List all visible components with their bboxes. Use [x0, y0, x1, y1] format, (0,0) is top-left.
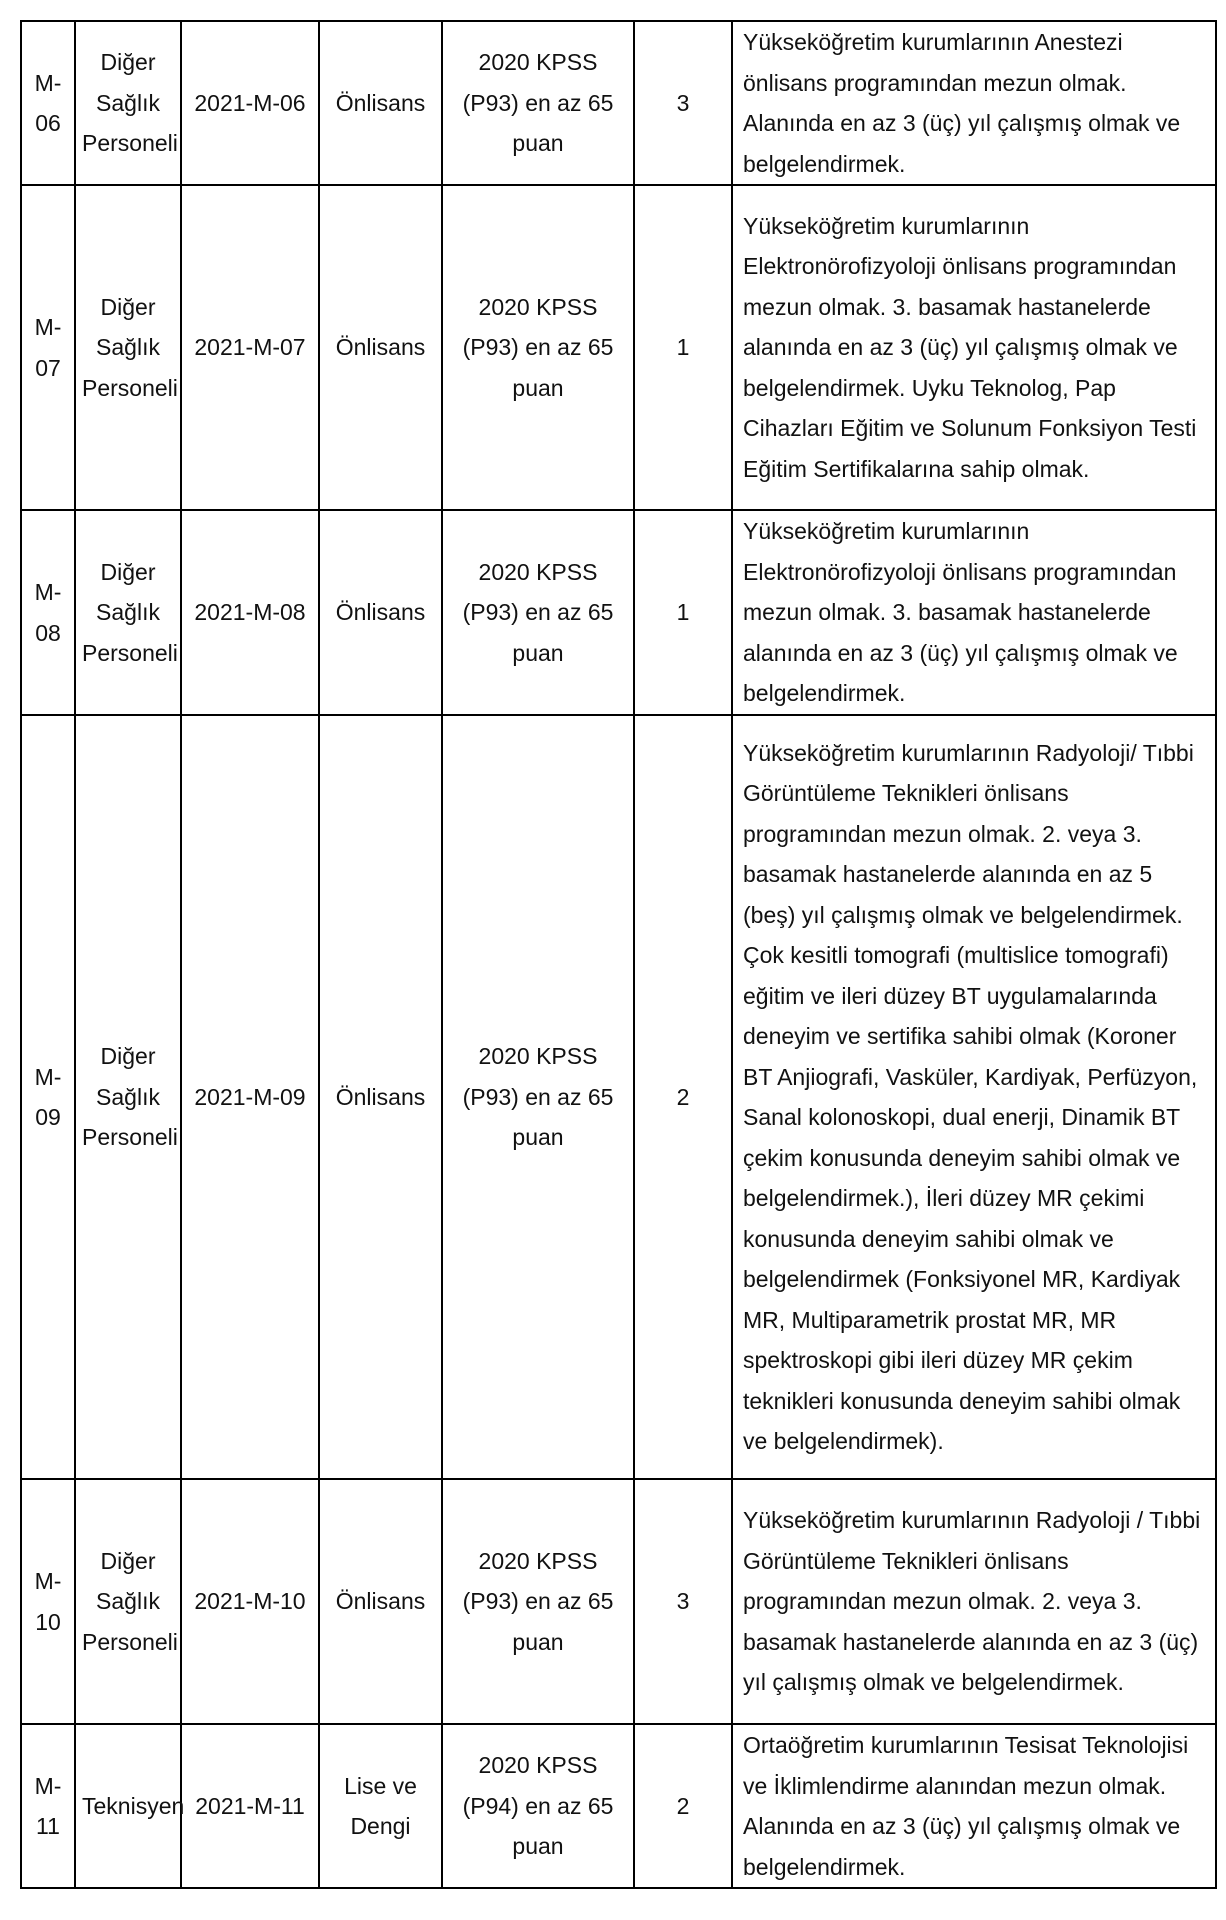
- education-cell: Önlisans: [319, 1479, 442, 1724]
- code-cell: M-11: [21, 1724, 75, 1888]
- education-cell: Önlisans: [319, 185, 442, 510]
- title-cell: Diğer Sağlık Personeli: [75, 185, 181, 510]
- position-code-cell: 2021-M-09: [181, 715, 319, 1479]
- requirements-cell: Yükseköğretim kurumlarının Elektronörofizyoloji önlisans programından mezun olmak. 3. basamak hastanelerde alanında en az 3 (üç) yıl çalışmış olmak ve belgelendirmek.: [732, 510, 1216, 715]
- count-cell: 1: [634, 510, 732, 715]
- code-cell: M-07: [21, 185, 75, 510]
- education-cell: Önlisans: [319, 715, 442, 1479]
- requirements-cell: Yükseköğretim kurumlarının Radyoloji / Tıbbi Görüntüleme Teknikleri önlisans programından mezun olmak. 2. veya 3. basamak hastanelerde alanında en az 3 (üç) yıl çalışmış olmak ve belgelendirmek.: [732, 1479, 1216, 1724]
- position-code-cell: 2021-M-06: [181, 21, 319, 185]
- code-cell: M-09: [21, 715, 75, 1479]
- requirements-cell: Yükseköğretim kurumlarının Anestezi önlisans programından mezun olmak. Alanında en az 3 (üç) yıl çalışmış olmak ve belgelendirmek.: [732, 21, 1216, 185]
- requirements-cell: Ortaöğretim kurumlarının Tesisat Teknolojisi ve İklimlendirme alanından mezun olmak. Alanında en az 3 (üç) yıl çalışmış olmak ve belgelendirmek.: [732, 1724, 1216, 1888]
- table-row: [21, 510, 1216, 715]
- count-cell: 3: [634, 21, 732, 185]
- count-cell: 1: [634, 185, 732, 510]
- exam-cell: 2020 KPSS (P93) en az 65 puan: [442, 510, 634, 715]
- table-row: [21, 185, 1216, 510]
- exam-cell: 2020 KPSS (P93) en az 65 puan: [442, 1479, 634, 1724]
- count-cell: 2: [634, 1724, 732, 1888]
- code-cell: M-10: [21, 1479, 75, 1724]
- code-cell: M-06: [21, 21, 75, 185]
- position-code-cell: 2021-M-10: [181, 1479, 319, 1724]
- position-code-cell: 2021-M-07: [181, 185, 319, 510]
- exam-cell: 2020 KPSS (P93) en az 65 puan: [442, 21, 634, 185]
- positions-table: [20, 20, 1217, 1889]
- table-row: [21, 21, 1216, 185]
- table-row: [21, 1479, 1216, 1724]
- table-row: [21, 1724, 1216, 1888]
- requirements-cell: Yükseköğretim kurumlarının Radyoloji/ Tıbbi Görüntüleme Teknikleri önlisans programından mezun olmak. 2. veya 3. basamak hastanelerde alanında en az 5 (beş) yıl çalışmış olmak ve belgelendirmek. Çok kesitli tomografi (multislice tomografi) eğitim ve ileri düzey BT uygulamalarında deneyim ve sertifika sahibi olmak (Koroner BT Anjiografi, Vasküler, Kardiyak, Perfüzyon, Sanal kolonoskopi, dual enerji, Dinamik BT çekim konusunda deneyim sahibi olmak ve belgelendirmek.), İleri düzey MR çekimi konusunda deneyim sahibi olmak ve belgelendirmek (Fonksiyonel MR, Kardiyak MR, Multiparametrik prostat MR, MR spektroskopi gibi ileri düzey MR çekim teknikleri konusunda deneyim sahibi olmak ve belgelendirmek).: [732, 715, 1216, 1479]
- education-cell: Önlisans: [319, 21, 442, 185]
- title-cell: Diğer Sağlık Personeli: [75, 510, 181, 715]
- title-cell: Diğer Sağlık Personeli: [75, 21, 181, 185]
- title-cell: Teknisyen: [75, 1724, 181, 1888]
- position-code-cell: 2021-M-11: [181, 1724, 319, 1888]
- code-cell: M-08: [21, 510, 75, 715]
- exam-cell: 2020 KPSS (P93) en az 65 puan: [442, 715, 634, 1479]
- title-cell: Diğer Sağlık Personeli: [75, 1479, 181, 1724]
- count-cell: 3: [634, 1479, 732, 1724]
- exam-cell: 2020 KPSS (P93) en az 65 puan: [442, 185, 634, 510]
- table-row: [21, 715, 1216, 1479]
- count-cell: 2: [634, 715, 732, 1479]
- position-code-cell: 2021-M-08: [181, 510, 319, 715]
- exam-cell: 2020 KPSS (P94) en az 65 puan: [442, 1724, 634, 1888]
- education-cell: Önlisans: [319, 510, 442, 715]
- education-cell: Lise ve Dengi: [319, 1724, 442, 1888]
- requirements-cell: Yükseköğretim kurumlarının Elektronörofizyoloji önlisans programından mezun olmak. 3. basamak hastanelerde alanında en az 3 (üç) yıl çalışmış olmak ve belgelendirmek. Uyku Teknolog, Pap Cihazları Eğitim ve Solunum Fonksiyon Testi Eğitim Sertifikalarına sahip olmak.: [732, 185, 1216, 510]
- title-cell: Diğer Sağlık Personeli: [75, 715, 181, 1479]
